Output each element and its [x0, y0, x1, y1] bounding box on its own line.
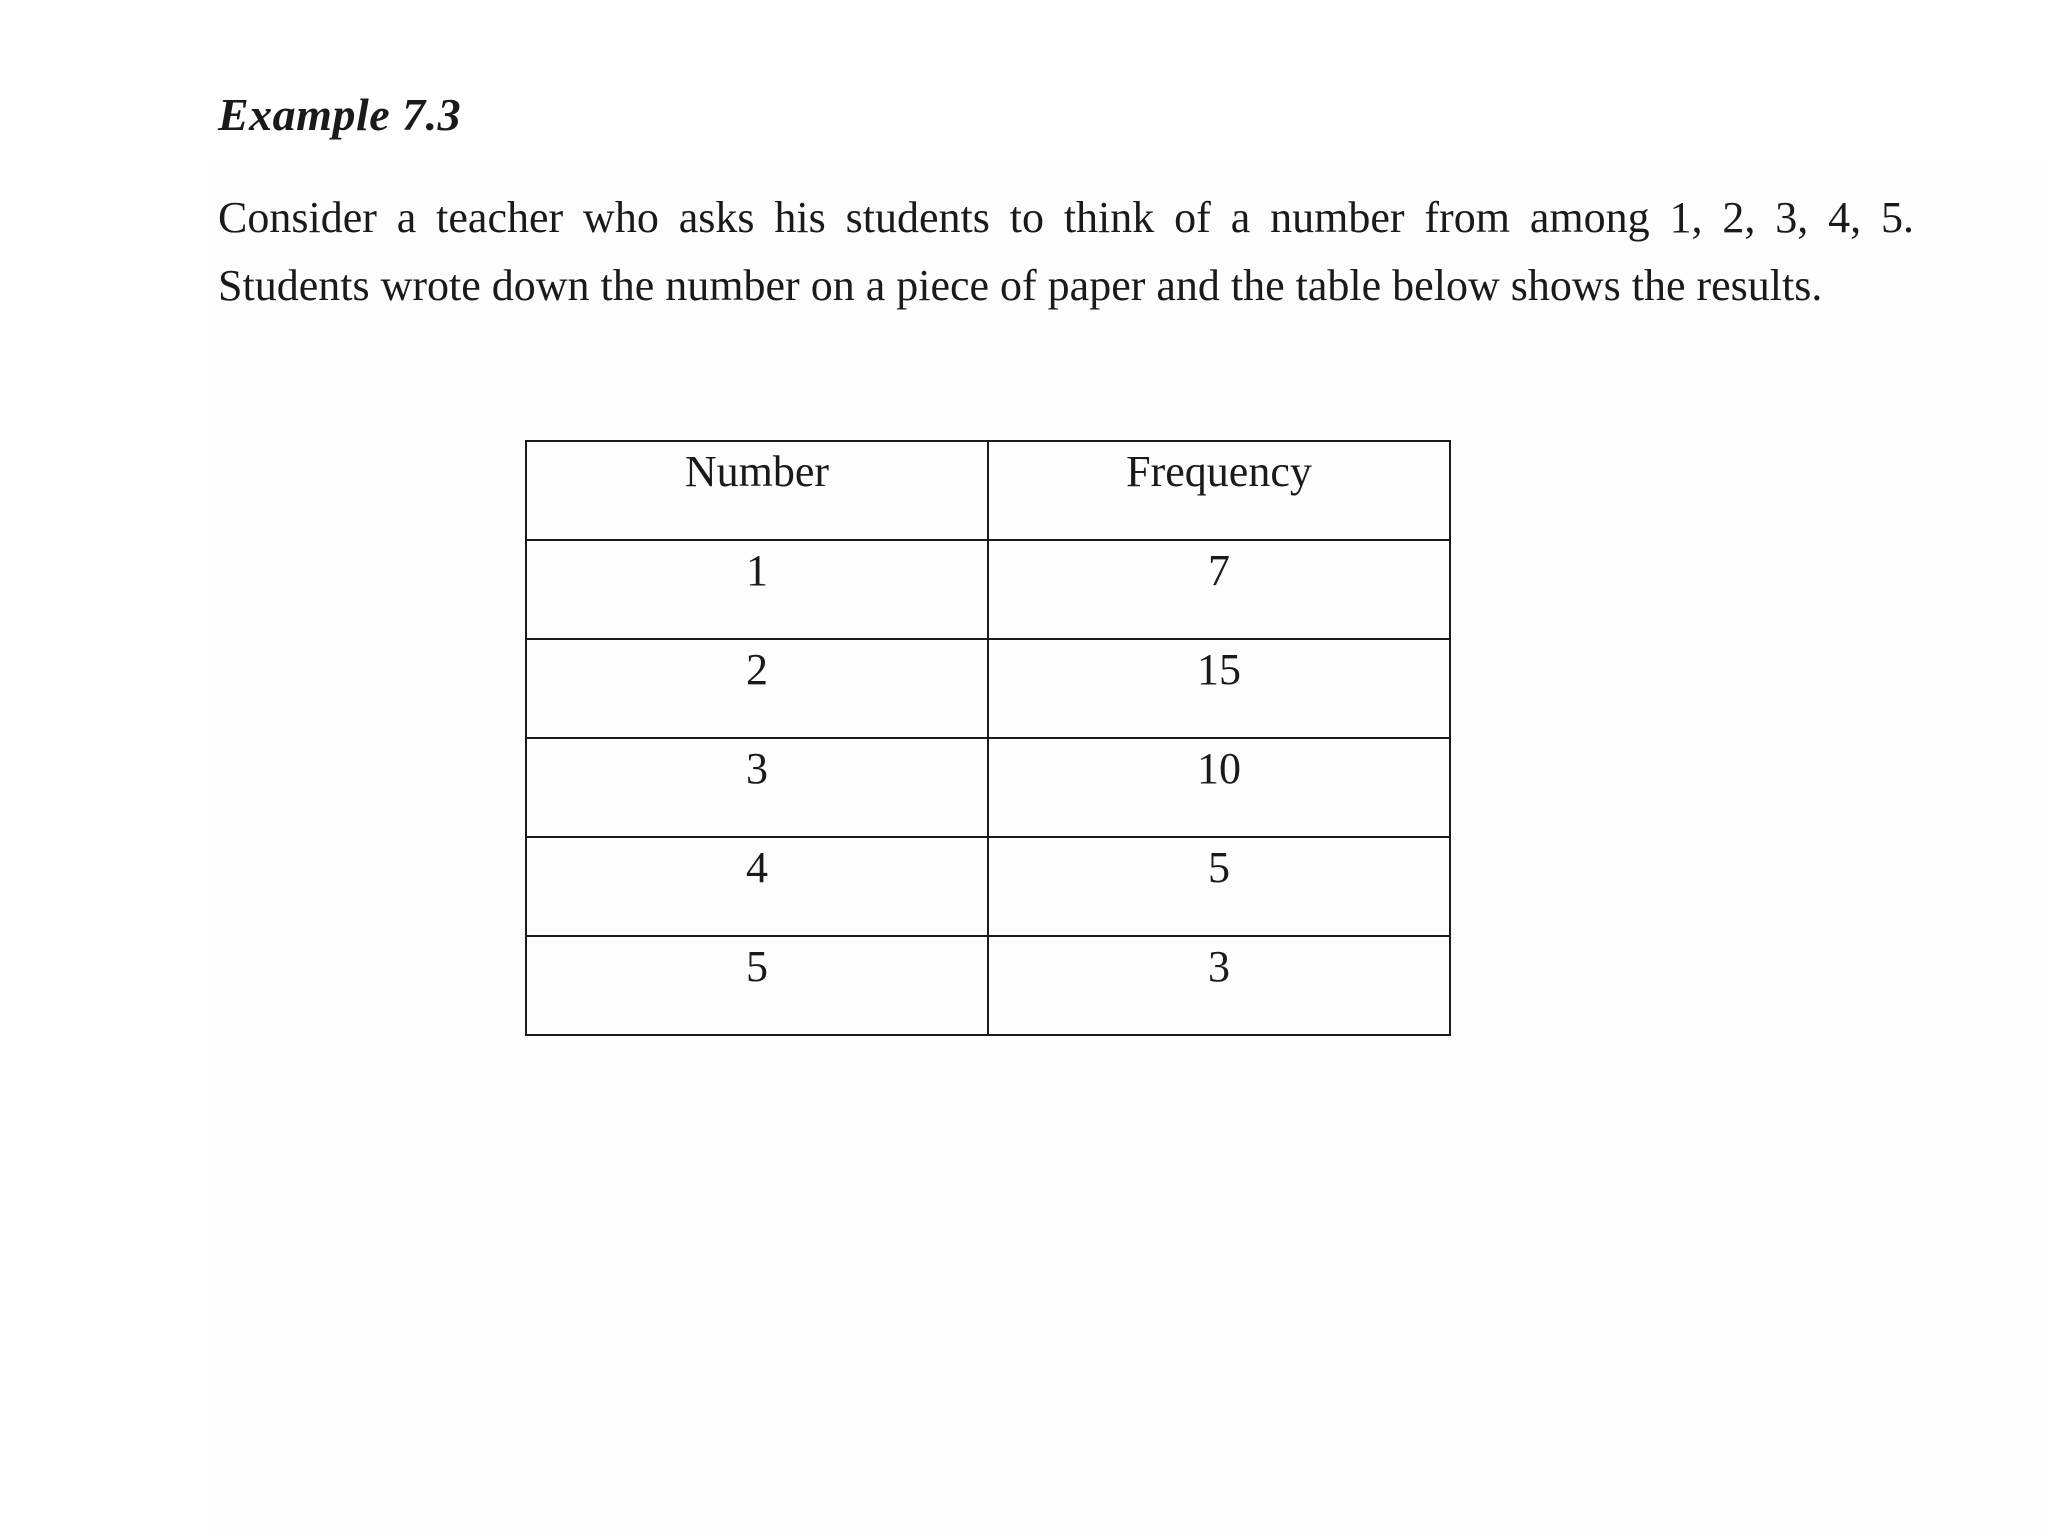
table-row: [526, 837, 1450, 936]
number-cell: 5: [526, 936, 988, 1035]
number-cell: 2: [526, 639, 988, 738]
table-row: [526, 540, 1450, 639]
frequency-cell: 3: [988, 936, 1450, 1035]
number-cell: 4: [526, 837, 988, 936]
number-cell: 3: [526, 738, 988, 837]
example-paragraph: Consider a teacher who asks his students to think of a number from among 1, 2, 3, 4, 5. Students wrote down the number on a piece of paper and the table below shows the results.: [218, 193, 1914, 310]
table-row: [526, 639, 1450, 738]
column-header-frequency: Frequency: [988, 441, 1450, 540]
frequency-cell: 5: [988, 837, 1450, 936]
example-heading: Example 7.3: [218, 89, 462, 140]
column-header-number: Number: [526, 441, 988, 540]
frequency-cell: 7: [988, 540, 1450, 639]
frequency-cell: 15: [988, 639, 1450, 738]
table-header-row: [526, 441, 1450, 540]
frequency-cell: 10: [988, 738, 1450, 837]
frequency-table: [525, 440, 1451, 1036]
table-row: [526, 738, 1450, 837]
table-row: [526, 936, 1450, 1035]
number-cell: 1: [526, 540, 988, 639]
